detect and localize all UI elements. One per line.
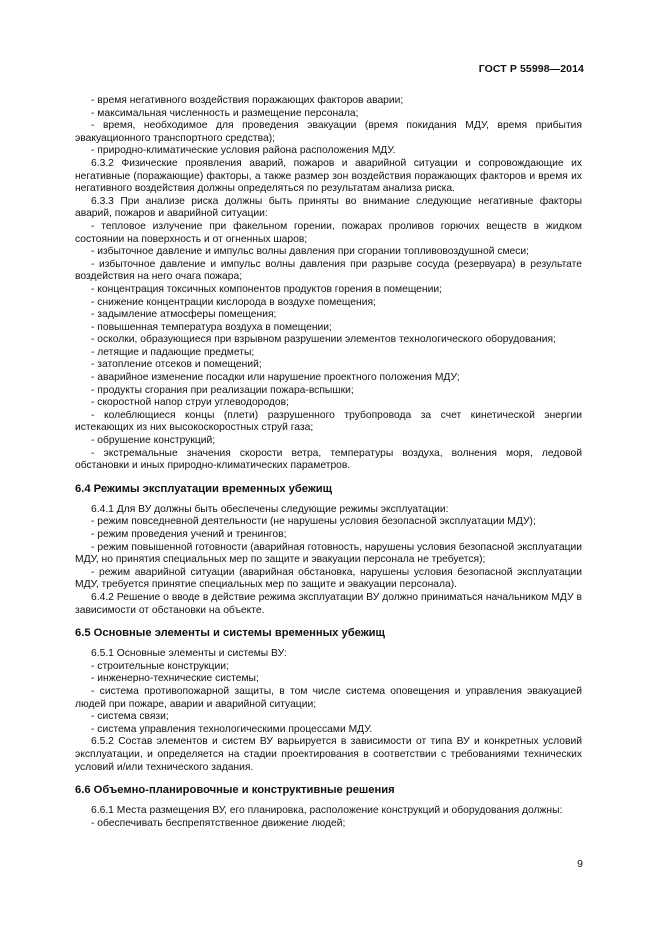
clause-6-4-1: 6.4.1 Для ВУ должны быть обеспечены следующие режимы эксплуатации: xyxy=(91,503,449,515)
list-item: - тепловое излучение при факельном горении, пожарах проливов горючих веществ в жидком состоянии на поверхность и от огненных шаров; xyxy=(75,220,582,245)
list-item: - концентрация токсичных компонентов продуктов горения в помещении; xyxy=(91,283,442,295)
clause-6-3-3: 6.3.3 При анализе риска должны быть приняты во внимание следующие негативные факторы аварий, пожаров и аварийной ситуации: xyxy=(75,195,582,220)
list-item: - режим аварийной ситуации (аварийная обстановка, нарушены условия безопасной эксплуатации МДУ, требуется принятие специальных мер по защите и эвакуации персонала). xyxy=(75,566,582,591)
list-item: - режим повышенной готовности (аварийная готовность, нарушены условия безопасной эксплуатации МДУ, но принятия специальных мер по защите и эвакуации персонала не требуется); xyxy=(75,541,582,566)
list-item: - обрушение конструкций; xyxy=(91,435,216,447)
list-item: - экстремальные значения скорости ветра, температуры воздуха, волнения моря, ледовой обстановки и иных природно-климатических параметров. xyxy=(75,447,582,472)
list-item: - время негативного воздействия поражающих факторов аварии; xyxy=(91,95,404,106)
list-item: - система противопожарной защиты, в том числе система оповещения и управления эвакуацией людей при пожаре, аварии и аварийной ситуации; xyxy=(75,685,582,710)
list-item: - система связи; xyxy=(91,711,169,723)
list-item: - задымление атмосферы помещения; xyxy=(91,309,277,321)
list-item: - затопление отсеков и помещений; xyxy=(91,359,262,371)
clause-6-5-1: 6.5.1 Основные элементы и системы ВУ: xyxy=(91,648,287,660)
list-item: - режим повседневной деятельности (не нарушены условия безопасной эксплуатации МДУ); xyxy=(91,516,536,528)
list-item: - аварийное изменение посадки или нарушение проектного положения МДУ; xyxy=(91,372,460,384)
page-number: 9 xyxy=(577,858,583,870)
section-heading-6-4: 6.4 Режимы эксплуатации временных убежищ xyxy=(75,482,333,495)
list-item: - повышенная температура воздуха в помещении; xyxy=(91,321,332,333)
list-item: - строительные конструкции; xyxy=(91,660,229,672)
clause-6-5-2: 6.5.2 Состав элементов и систем ВУ варьируется в зависимости от типа ВУ и конкретных условий эксплуатации, и определяется на стадии проектирования в соответствии с требованиями технических условий и/или технического задания. xyxy=(75,736,582,773)
list-item: - природно-климатические условия района расположения МДУ. xyxy=(91,145,396,157)
clause-6-3-2: 6.3.2 Физические проявления аварий, пожаров и аварийной ситуации и сопровождающие их негативные (поражающие) факторы, а также размер зон воздействия поражающих факторов и время их негативного воздействия должны определяться по результатам анализа риска. xyxy=(75,157,582,195)
list-item: - избыточное давление и импульс волны давления при сгорании топливовоздушной смеси; xyxy=(91,246,530,258)
document-body xyxy=(75,95,582,830)
list-item: - обеспечивать беспрепятственное движение людей; xyxy=(91,817,346,829)
list-item: - система управления технологическими процессами МДУ. xyxy=(91,723,373,735)
clause-6-4-2: 6.4.2 Решение о вводе в действие режима эксплуатации ВУ должно приниматься начальником МДУ в зависимости от обстановки на объекте. xyxy=(75,591,582,616)
list-item: - инженерно-технические системы; xyxy=(91,673,259,685)
list-item: - снижение концентрации кислорода в воздухе помещения; xyxy=(91,296,376,308)
list-item: - продукты сгорания при реализации пожара-вспышки; xyxy=(91,384,354,396)
list-item: - скоростной напор струи углеводородов; xyxy=(91,397,289,409)
list-item: - избыточное давление и импульс волны давления при разрыве сосуда (резервуара) в результате воздействия на него очага пожара; xyxy=(75,258,582,283)
standard-header: ГОСТ Р 55998—2014 xyxy=(478,63,584,75)
list-item: - максимальная численность и размещение персонала; xyxy=(91,107,359,119)
list-item: - колеблющиеся концы (плети) разрушенного трубопровода за счет кинетической энергии истекающих из них высокоскоростных струй газа; xyxy=(75,409,582,434)
list-item: - летящие и падающие предметы; xyxy=(91,346,255,358)
section-heading-6-6: 6.6 Объемно-планировочные и конструктивные решения xyxy=(75,784,395,797)
list-item: - осколки, образующиеся при взрывном разрушении элементов технологического оборудования; xyxy=(91,334,556,346)
clause-6-6-1: 6.6.1 Места размещения ВУ, его планировка, расположение конструкций и оборудования должны: xyxy=(91,805,563,817)
list-item: - режим проведения учений и тренингов; xyxy=(91,529,287,540)
section-heading-6-5: 6.5 Основные элементы и системы временных убежищ xyxy=(75,627,385,640)
list-item: - время, необходимое для проведения эвакуации (время покидания МДУ, время прибытия эвакуационного транспортного средства); xyxy=(75,120,582,144)
